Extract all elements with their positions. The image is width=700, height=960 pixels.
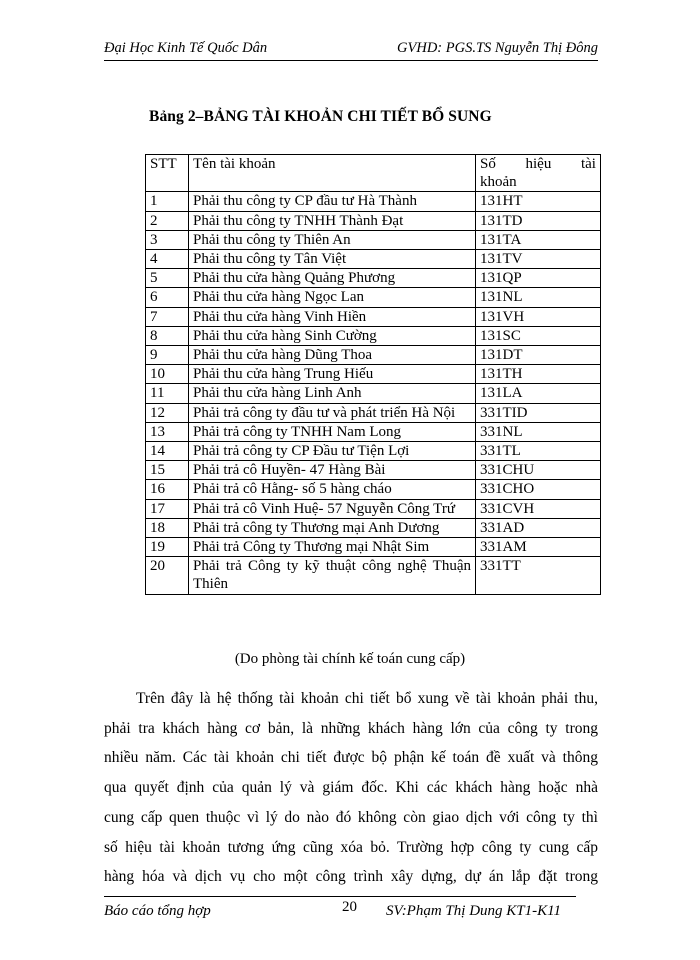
row-account-name: Phải trả cô Vinh Huệ- 57 Nguyễn Công Trứ [189, 499, 476, 518]
table-row [146, 384, 601, 403]
header-code-word: tài [580, 156, 596, 172]
row-stt: 6 [146, 288, 189, 307]
paragraph-line: hàng hóa và dịch vụ cho một công trình xây dựng, dự án lắp đặt trong [104, 868, 598, 886]
page-number: 20 [342, 899, 357, 915]
table-row [146, 461, 601, 480]
row-account-name: Phải thu cửa hàng Dũng Thoa [189, 346, 476, 365]
table-header-row [146, 155, 601, 192]
row-account-code: 131HT [476, 192, 601, 211]
paragraph-line: qua quyết định của quản lý và giám đốc. Khi các khách hàng hoặc nhà [104, 779, 598, 797]
row-stt: 5 [146, 269, 189, 288]
header-account-code [476, 155, 601, 192]
row-stt: 15 [146, 461, 189, 480]
row-account-name: Phải thu cửa hàng Quảng Phương [189, 269, 476, 288]
row-account-code: 131TV [476, 250, 601, 269]
table-row [146, 403, 601, 422]
row-account-name: Phải thu công ty TNHH Thành Đạt [189, 211, 476, 230]
table-row [146, 480, 601, 499]
page-header [104, 38, 598, 61]
row-stt: 18 [146, 518, 189, 537]
row-stt: 11 [146, 384, 189, 403]
row-stt: 2 [146, 211, 189, 230]
table-row [146, 422, 601, 441]
row-account-name: Phải thu công ty Thiên An [189, 230, 476, 249]
header-account-name: Tên tài khoản [189, 155, 476, 192]
source-note: (Do phòng tài chính kế toán cung cấp) [234, 651, 466, 667]
table-row [146, 346, 601, 365]
row-account-name: Phải thu cửa hàng Sinh Cường [189, 326, 476, 345]
row-account-name: Phải trả công ty đầu tư và phát triển Hà Nội [189, 403, 476, 422]
row-stt: 3 [146, 230, 189, 249]
table-row [146, 192, 601, 211]
body-paragraph [104, 684, 598, 892]
paragraph-line: phải tra khách hàng cơ bản, là những khách hàng lớn của công ty trong [104, 719, 598, 737]
row-account-code: 131SC [476, 326, 601, 345]
row-account-code: 131QP [476, 269, 601, 288]
table-row [146, 442, 601, 461]
row-account-code: 131TH [476, 365, 601, 384]
header-code-word: khoản [480, 174, 517, 191]
row-account-name: Phải thu cửa hàng Vinh Hiền [189, 307, 476, 326]
paragraph-line: cung cấp quen thuộc vì lý do nào đó không còn giao dịch với công ty thì [104, 808, 598, 826]
row-stt: 16 [146, 480, 189, 499]
row-account-code: 331CHU [476, 461, 601, 480]
row-account-name: Phải trả Công ty kỹ thuật công nghệ Thuận Thiên [189, 557, 476, 594]
row-account-name: Phải trả Công ty Thương mại Nhật Sim [189, 538, 476, 557]
row-account-name: Phải thu cửa hàng Linh Anh [189, 384, 476, 403]
row-account-name: Phải thu cửa hàng Trung Hiếu [189, 365, 476, 384]
row-account-code: 331AM [476, 538, 601, 557]
row-account-name: Phải trả công ty CP Đầu tư Tiện Lợi [189, 442, 476, 461]
header-supervisor: GVHD: PGS.TS Nguyễn Thị Đông [397, 40, 598, 56]
row-stt: 10 [146, 365, 189, 384]
table-row [146, 538, 601, 557]
page-footer [104, 896, 576, 927]
row-account-name: Phải thu công ty CP đầu tư Hà Thành [189, 192, 476, 211]
table-row [146, 250, 601, 269]
table-row [146, 557, 601, 594]
paragraph-line: nhiều năm. Các tài khoản chi tiết được bộ phận kế toán đề xuất và thông [104, 749, 598, 767]
row-stt: 4 [146, 250, 189, 269]
row-account-code: 331AD [476, 518, 601, 537]
row-account-code: 131TD [476, 211, 601, 230]
row-stt: 7 [146, 307, 189, 326]
header-stt: STT [146, 155, 189, 192]
paragraph-line: số hiệu tài khoản tương ứng cũng xóa bỏ. Trường hợp công ty cung cấp [104, 838, 598, 856]
row-account-code: 331TT [476, 557, 601, 594]
row-account-code: 331NL [476, 422, 601, 441]
row-stt: 14 [146, 442, 189, 461]
row-stt: 12 [146, 403, 189, 422]
footer-report-title: Báo cáo tổng hợp [104, 903, 211, 919]
accounts-table [145, 154, 601, 595]
row-account-code: 331TID [476, 403, 601, 422]
table-row [146, 326, 601, 345]
row-stt: 9 [146, 346, 189, 365]
table-title: Bảng 2–BẢNG TÀI KHOẢN CHI TIẾT BỔ SUNG [149, 108, 492, 125]
row-stt: 1 [146, 192, 189, 211]
row-account-code: 331CVH [476, 499, 601, 518]
row-account-code: 331CHO [476, 480, 601, 499]
table-row [146, 230, 601, 249]
row-stt: 20 [146, 557, 189, 594]
row-account-name: Phải trả công ty Thương mại Anh Dương [189, 518, 476, 537]
row-account-code: 131LA [476, 384, 601, 403]
row-stt: 17 [146, 499, 189, 518]
row-account-code: 131VH [476, 307, 601, 326]
table-row [146, 307, 601, 326]
paragraph-line: Trên đây là hệ thống tài khoản chi tiết bổ xung về tài khoản phải thu, [136, 690, 598, 707]
row-account-code: 331TL [476, 442, 601, 461]
table-row [146, 499, 601, 518]
row-account-code: 131TA [476, 230, 601, 249]
row-account-name: Phải thu công ty Tân Việt [189, 250, 476, 269]
table-row [146, 211, 601, 230]
table-row [146, 269, 601, 288]
row-account-name: Phải thu cửa hàng Ngọc Lan [189, 288, 476, 307]
row-account-name: Phải trả cô Hằng- số 5 hàng cháo [189, 480, 476, 499]
header-code-word: Số [480, 156, 496, 172]
table-row [146, 288, 601, 307]
row-account-name: Phải trả cô Huyền- 47 Hàng Bài [189, 461, 476, 480]
header-university: Đại Học Kinh Tế Quốc Dân [104, 40, 268, 56]
table-row [146, 518, 601, 537]
row-stt: 13 [146, 422, 189, 441]
header-code-word: hiệu [525, 156, 552, 172]
table-row [146, 365, 601, 384]
footer-student: SV:Phạm Thị Dung KT1-K11 [386, 903, 562, 919]
row-account-code: 131NL [476, 288, 601, 307]
row-stt: 8 [146, 326, 189, 345]
row-account-code: 131DT [476, 346, 601, 365]
row-stt: 19 [146, 538, 189, 557]
row-account-name: Phải trả công ty TNHH Nam Long [189, 422, 476, 441]
